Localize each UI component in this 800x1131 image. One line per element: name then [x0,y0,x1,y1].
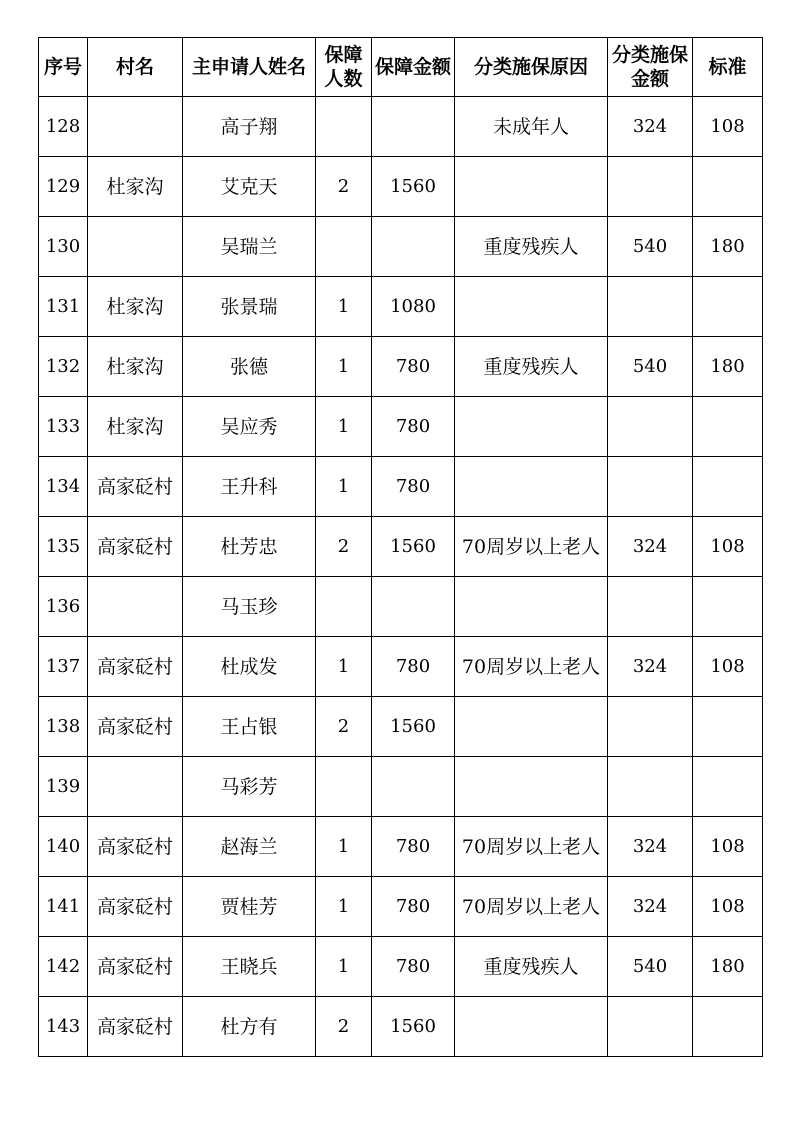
cell-village: 高家砭村 [88,697,183,757]
cell-persons: 2 [316,157,372,217]
cell-standard [693,697,763,757]
cell-standard: 108 [693,97,763,157]
cell-standard: 180 [693,217,763,277]
cell-amount: 780 [372,937,455,997]
cell-category-amount: 540 [608,337,693,397]
cell-index: 139 [39,757,88,817]
cell-index: 137 [39,637,88,697]
header-village: 村名 [88,38,183,97]
cell-category-amount [608,577,693,637]
table-row [39,337,763,397]
cell-reason [455,697,608,757]
cell-persons: 1 [316,817,372,877]
cell-village: 高家砭村 [88,937,183,997]
cell-standard: 180 [693,337,763,397]
cell-persons: 2 [316,517,372,577]
cell-applicant: 贾桂芳 [183,877,316,937]
cell-applicant: 杜成发 [183,637,316,697]
assistance-table [38,37,763,1057]
header-index: 序号 [39,38,88,97]
header-persons: 保障人数 [316,38,372,97]
cell-standard [693,577,763,637]
cell-village: 高家砭村 [88,637,183,697]
table-row [39,997,763,1057]
cell-reason: 重度残疾人 [455,217,608,277]
cell-persons [316,97,372,157]
cell-amount [372,757,455,817]
cell-index: 133 [39,397,88,457]
cell-category-amount [608,697,693,757]
header-category-amount: 分类施保金额 [608,38,693,97]
cell-applicant: 王升科 [183,457,316,517]
cell-category-amount: 324 [608,637,693,697]
cell-village: 杜家沟 [88,337,183,397]
cell-amount: 780 [372,397,455,457]
cell-applicant: 高子翔 [183,97,316,157]
table-row [39,877,763,937]
cell-applicant: 马彩芳 [183,757,316,817]
table-row [39,157,763,217]
cell-persons [316,577,372,637]
cell-village [88,577,183,637]
cell-applicant: 艾克天 [183,157,316,217]
cell-reason: 重度残疾人 [455,937,608,997]
cell-amount: 1080 [372,277,455,337]
cell-amount: 1560 [372,517,455,577]
table-row [39,217,763,277]
cell-index: 130 [39,217,88,277]
cell-standard [693,997,763,1057]
cell-category-amount: 324 [608,517,693,577]
cell-category-amount [608,157,693,217]
cell-reason: 未成年人 [455,97,608,157]
cell-category-amount: 324 [608,877,693,937]
cell-amount: 1560 [372,697,455,757]
cell-village: 杜家沟 [88,397,183,457]
cell-amount: 780 [372,637,455,697]
cell-village: 高家砭村 [88,877,183,937]
cell-applicant: 赵海兰 [183,817,316,877]
cell-reason [455,157,608,217]
cell-applicant: 王占银 [183,697,316,757]
cell-category-amount: 540 [608,217,693,277]
table-row [39,397,763,457]
cell-reason [455,757,608,817]
cell-applicant: 张景瑞 [183,277,316,337]
cell-category-amount: 324 [608,817,693,877]
cell-applicant: 杜芳忠 [183,517,316,577]
cell-category-amount [608,457,693,517]
table-row [39,97,763,157]
cell-amount: 1560 [372,157,455,217]
cell-standard [693,457,763,517]
cell-amount [372,97,455,157]
cell-category-amount [608,397,693,457]
header-reason: 分类施保原因 [455,38,608,97]
cell-amount: 1560 [372,997,455,1057]
table-row [39,697,763,757]
cell-category-amount [608,757,693,817]
cell-applicant: 马玉珍 [183,577,316,637]
cell-index: 128 [39,97,88,157]
cell-standard: 108 [693,517,763,577]
cell-applicant: 杜方有 [183,997,316,1057]
cell-standard: 108 [693,877,763,937]
cell-standard: 108 [693,817,763,877]
table-row [39,277,763,337]
cell-amount [372,217,455,277]
table-row [39,517,763,577]
cell-village [88,97,183,157]
cell-index: 141 [39,877,88,937]
cell-persons [316,757,372,817]
cell-persons: 1 [316,877,372,937]
header-amount: 保障金额 [372,38,455,97]
cell-standard [693,277,763,337]
cell-village: 杜家沟 [88,277,183,337]
cell-category-amount [608,997,693,1057]
cell-standard: 108 [693,637,763,697]
cell-amount: 780 [372,817,455,877]
cell-applicant: 吴应秀 [183,397,316,457]
cell-village [88,757,183,817]
cell-village: 高家砭村 [88,517,183,577]
cell-persons: 2 [316,997,372,1057]
table-body [39,97,763,1057]
cell-category-amount: 324 [608,97,693,157]
table-row [39,757,763,817]
cell-persons: 1 [316,277,372,337]
header-row [39,38,763,97]
cell-category-amount [608,277,693,337]
cell-standard: 180 [693,937,763,997]
cell-standard [693,397,763,457]
cell-persons: 1 [316,337,372,397]
cell-index: 143 [39,997,88,1057]
cell-standard [693,757,763,817]
cell-persons: 2 [316,697,372,757]
cell-reason [455,997,608,1057]
cell-index: 140 [39,817,88,877]
cell-applicant: 王晓兵 [183,937,316,997]
cell-village: 高家砭村 [88,457,183,517]
cell-village: 高家砭村 [88,997,183,1057]
cell-standard [693,157,763,217]
cell-category-amount: 540 [608,937,693,997]
table-row [39,937,763,997]
cell-applicant: 张德 [183,337,316,397]
cell-persons: 1 [316,937,372,997]
cell-village [88,217,183,277]
cell-index: 142 [39,937,88,997]
cell-index: 135 [39,517,88,577]
cell-index: 132 [39,337,88,397]
cell-amount: 780 [372,877,455,937]
cell-amount: 780 [372,337,455,397]
cell-reason: 70周岁以上老人 [455,637,608,697]
table-row [39,817,763,877]
cell-persons: 1 [316,457,372,517]
cell-index: 138 [39,697,88,757]
cell-index: 134 [39,457,88,517]
cell-applicant: 吴瑞兰 [183,217,316,277]
cell-village: 杜家沟 [88,157,183,217]
cell-reason [455,397,608,457]
cell-reason [455,577,608,637]
table-row [39,457,763,517]
header-applicant: 主申请人姓名 [183,38,316,97]
cell-reason: 重度残疾人 [455,337,608,397]
cell-amount: 780 [372,457,455,517]
cell-reason [455,457,608,517]
table-row [39,577,763,637]
table-row [39,637,763,697]
cell-reason: 70周岁以上老人 [455,817,608,877]
cell-persons: 1 [316,637,372,697]
cell-persons: 1 [316,397,372,457]
cell-reason: 70周岁以上老人 [455,517,608,577]
header-standard: 标准 [693,38,763,97]
cell-persons [316,217,372,277]
cell-reason [455,277,608,337]
cell-village: 高家砭村 [88,817,183,877]
cell-index: 131 [39,277,88,337]
cell-index: 129 [39,157,88,217]
cell-index: 136 [39,577,88,637]
cell-reason: 70周岁以上老人 [455,877,608,937]
cell-amount [372,577,455,637]
